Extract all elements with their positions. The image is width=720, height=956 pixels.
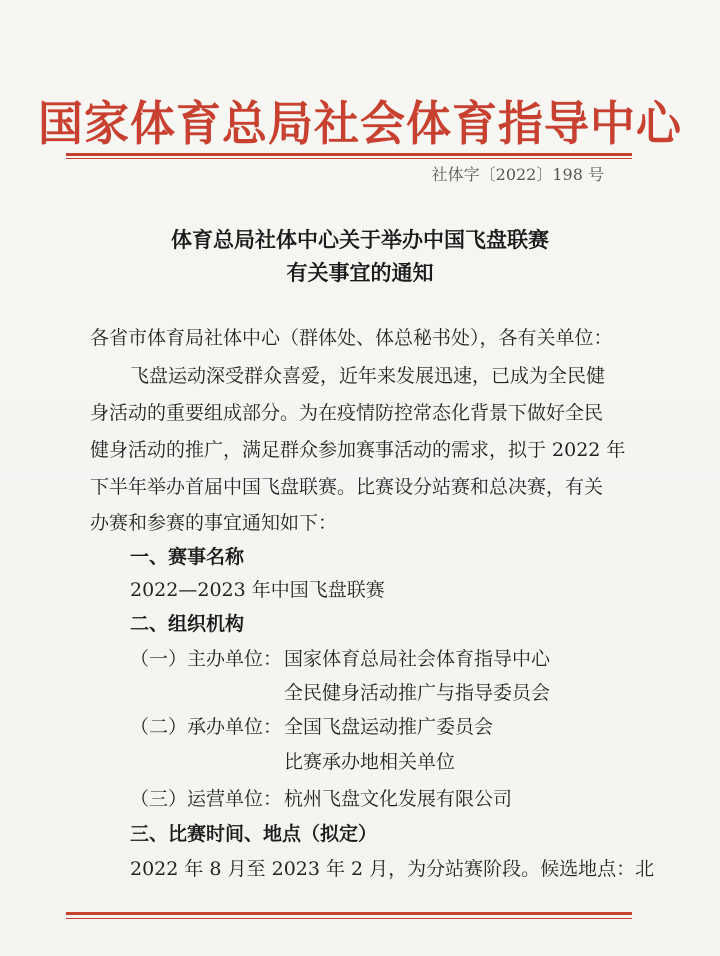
organizer-unit-label: （二）承办单位： xyxy=(130,716,283,738)
operator-unit-label: （三）运营单位： xyxy=(130,788,283,810)
organizer-unit-value: 比赛承办地相关单位 xyxy=(284,751,456,773)
host-unit-value: 国家体育总局社会体育指导中心 xyxy=(284,648,551,670)
intro-paragraph-line: 健身活动的推广，满足群众参加赛事活动的需求，拟于 2022 年 xyxy=(90,439,626,461)
organizer-unit-value: 全国飞盘运动推广委员会 xyxy=(284,716,494,738)
header-divider-thin xyxy=(66,158,632,159)
notice-title-line-2: 有关事宜的通知 xyxy=(286,260,434,285)
time-location-text: 2022 年 8 月至 2023 年 2 月，为分站赛阶段。候选地点：北 xyxy=(130,858,655,880)
host-unit-label: （一）主办单位： xyxy=(130,648,283,670)
intro-paragraph-line: 办赛和参赛的事宜通知如下： xyxy=(90,512,338,534)
document-number: 社体字〔2022〕198 号 xyxy=(431,165,604,184)
event-name: 2022—2023 年中国飞盘联赛 xyxy=(130,579,385,601)
footer-divider-thick xyxy=(66,912,632,915)
section-heading-organization: 二、组织机构 xyxy=(130,613,245,635)
section-heading-time-location: 三、比赛时间、地点（拟定） xyxy=(130,823,378,845)
footer-divider-thin xyxy=(66,918,632,919)
intro-paragraph-line: 下半年举办首届中国飞盘联赛。比赛设分站赛和总决赛，有关 xyxy=(90,476,604,498)
salutation: 各省市体育局社体中心（群体处、体总秘书处），各有关单位： xyxy=(90,327,613,349)
notice-title-line-1: 体育总局社体中心关于举办中国飞盘联赛 xyxy=(171,227,549,252)
host-unit-value: 全民健身活动推广与指导委员会 xyxy=(284,682,551,704)
header-divider-thick xyxy=(66,153,632,156)
operator-unit-value: 杭州飞盘文化发展有限公司 xyxy=(284,788,513,810)
section-heading-event-name: 一、赛事名称 xyxy=(130,546,245,568)
intro-paragraph-line: 飞盘运动深受群众喜爱，近年来发展迅速，已成为全民健 xyxy=(130,365,606,387)
issuing-organization-header: 国家体育总局社会体育指导中心 xyxy=(37,95,682,152)
intro-paragraph-line: 身活动的重要组成部分。为在疫情防控常态化背景下做好全民 xyxy=(90,402,604,424)
